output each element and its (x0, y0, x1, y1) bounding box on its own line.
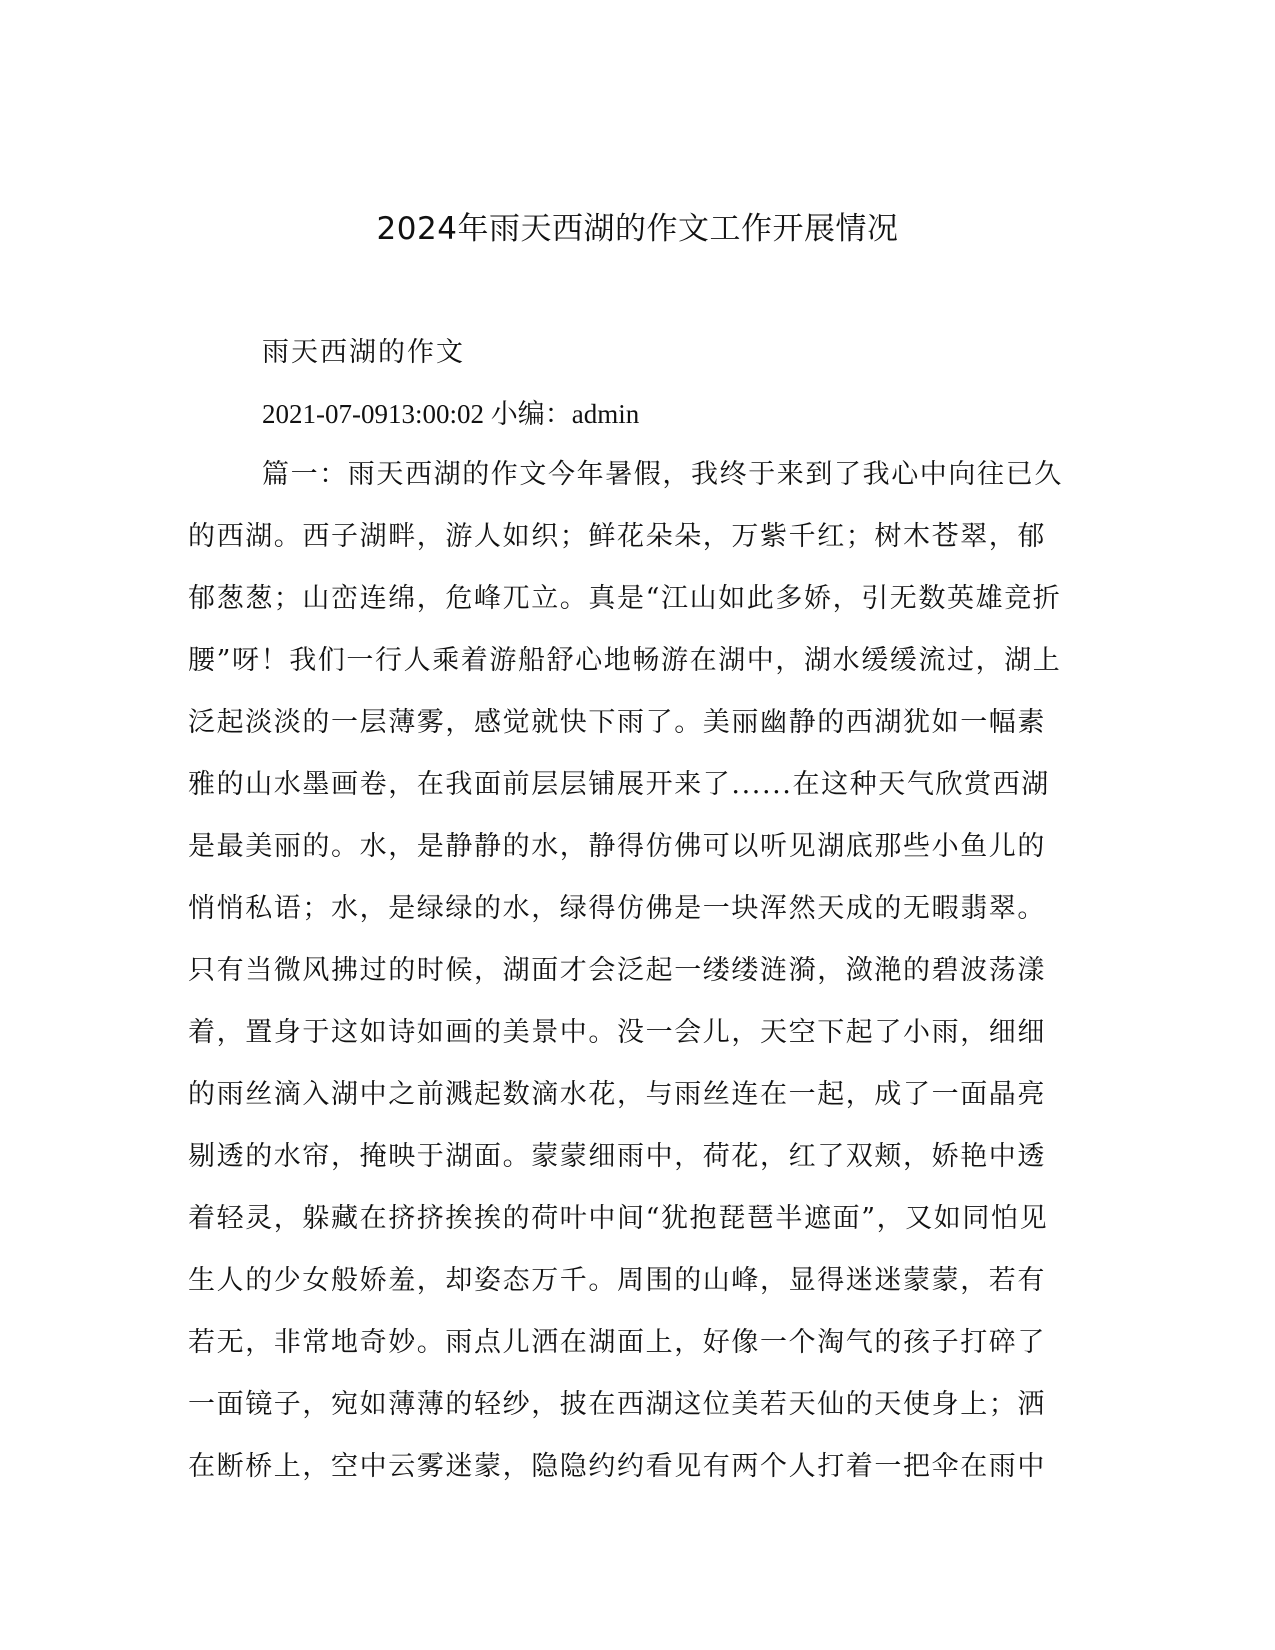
article-subtitle: 雨天西湖的作文 (262, 337, 465, 368)
body-line: 篇一：雨天西湖的作文今年暑假，我终于来到了我心中向往已久 (262, 459, 1063, 490)
article-meta: 2021-07-0913:00:02 小编：admin (262, 399, 640, 429)
body-line: 着，置身于这如诗如画的美景中。没一会儿，天空下起了小雨，细细 (188, 1017, 1046, 1048)
body-line: 是最美丽的。水，是静静的水，静得仿佛可以听见湖底那些小鱼儿的 (188, 831, 1046, 862)
body-line: 的雨丝滴入湖中之前溅起数滴水花，与雨丝连在一起，成了一面晶亮 (188, 1079, 1046, 1110)
body-line: 的西湖。西子湖畔，游人如织；鲜花朵朵，万紫千红；树木苍翠，郁 (188, 521, 1046, 552)
body-line: 郁葱葱；山峦连绵，危峰兀立。真是“江山如此多娇，引无数英雄竞折 (188, 583, 1062, 614)
body-line: 雅的山水墨画卷，在我面前层层铺展开来了......在这种天气欣赏西湖 (188, 769, 1050, 800)
document-title: 2024年雨天西湖的作文工作开展情况 (376, 211, 899, 247)
body-line: 在断桥上，空中云雾迷蒙，隐隐约约看见有两个人打着一把伞在雨中 (188, 1451, 1046, 1482)
article-body (188, 455, 1088, 1509)
body-line: 只有当微风拂过的时候，湖面才会泛起一缕缕涟漪，潋滟的碧波荡漾 (188, 955, 1046, 986)
body-line: 泛起淡淡的一层薄雾，感觉就快下雨了。美丽幽静的西湖犹如一幅素 (188, 707, 1046, 738)
body-line: 生人的少女般娇羞，却姿态万千。周围的山峰，显得迷迷蒙蒙，若有 (188, 1265, 1046, 1296)
body-line: 腰”呀！我们一行人乘着游船舒心地畅游在湖中，湖水缓缓流过，湖上 (188, 645, 1062, 676)
body-line: 悄悄私语；水，是绿绿的水，绿得仿佛是一块浑然天成的无暇翡翠。 (188, 893, 1046, 924)
body-line: 若无，非常地奇妙。雨点儿洒在湖面上，好像一个淘气的孩子打碎了 (188, 1327, 1046, 1358)
body-line: 剔透的水帘，掩映于湖面。蒙蒙细雨中，荷花，红了双颊，娇艳中透 (188, 1141, 1046, 1172)
body-line: 一面镜子，宛如薄薄的轻纱，披在西湖这位美若天仙的天使身上；洒 (188, 1389, 1046, 1420)
body-line: 着轻灵，躲藏在挤挤挨挨的荷叶中间“犹抱琵琶半遮面”，又如同怕见 (188, 1203, 1049, 1234)
